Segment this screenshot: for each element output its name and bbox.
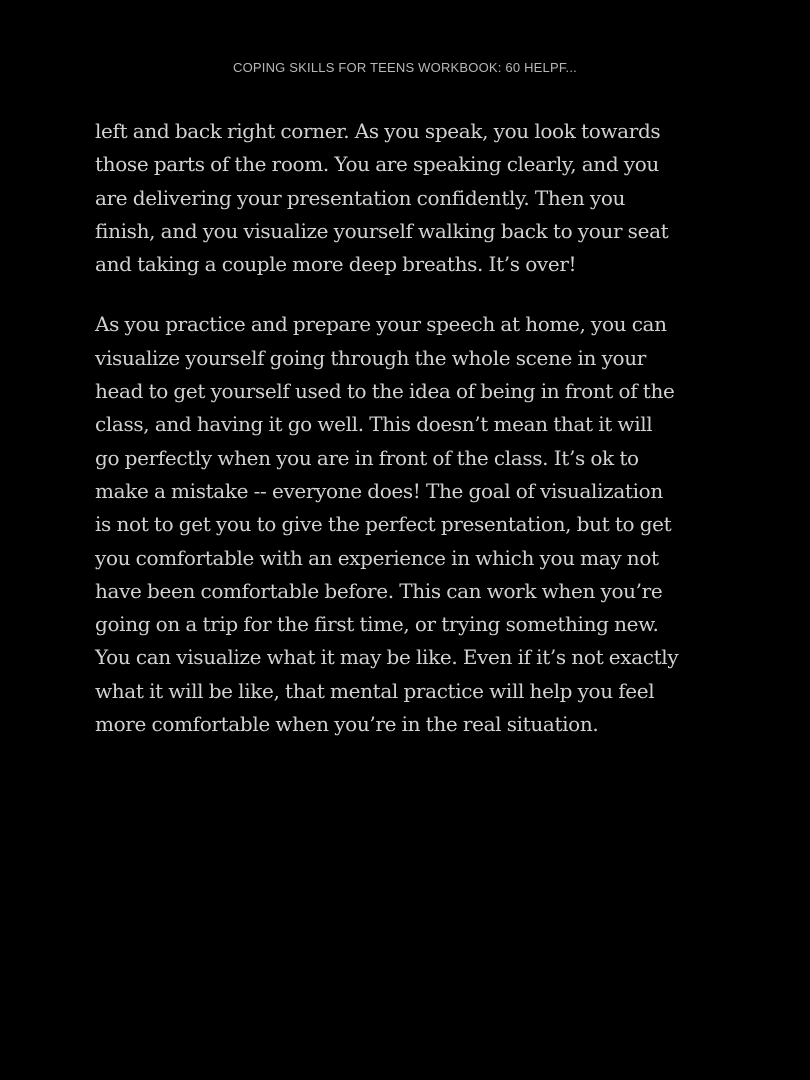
- page-text: [95, 115, 725, 741]
- text-line: those parts of the room. You are speaking clearly, and you: [95, 152, 659, 177]
- text-line: and taking a couple more deep breaths. It’s over!: [95, 252, 577, 277]
- text-line: more comfortable when you’re in the real situation.: [95, 712, 599, 737]
- book-title[interactable]: COPING SKILLS FOR TEENS WORKBOOK: 60 HELPF...: [233, 60, 577, 75]
- text-line: is not to get you to give the perfect presentation, but to get: [95, 512, 672, 537]
- paragraph: [95, 115, 725, 281]
- text-line: you comfortable with an experience in which you may not: [95, 545, 659, 570]
- text-line: visualize yourself going through the whole scene in your: [95, 345, 646, 370]
- text-line: have been comfortable before. This can work when you’re: [95, 578, 663, 603]
- paragraph: [95, 308, 725, 741]
- text-line: make a mistake -- everyone does! The goal of visualization: [95, 478, 663, 503]
- text-line: are delivering your presentation confidently. Then you: [95, 185, 626, 210]
- text-line: going on a trip for the first time, or trying something new.: [95, 612, 659, 637]
- text-line: what it will be like, that mental practice will help you feel: [95, 678, 655, 703]
- text-line: class, and having it go well. This doesn’t mean that it will: [95, 412, 653, 437]
- text-line: head to get yourself used to the idea of being in front of the: [95, 379, 675, 404]
- text-line: finish, and you visualize yourself walking back to your seat: [95, 218, 669, 243]
- text-line: left and back right corner. As you speak, you look towards: [95, 119, 661, 143]
- text-line: go perfectly when you are in front of the class. It’s ok to: [95, 445, 639, 470]
- text-line: As you practice and prepare your speech at home, you can: [95, 312, 667, 337]
- text-line: You can visualize what it may be like. Even if it’s not exactly: [95, 645, 679, 670]
